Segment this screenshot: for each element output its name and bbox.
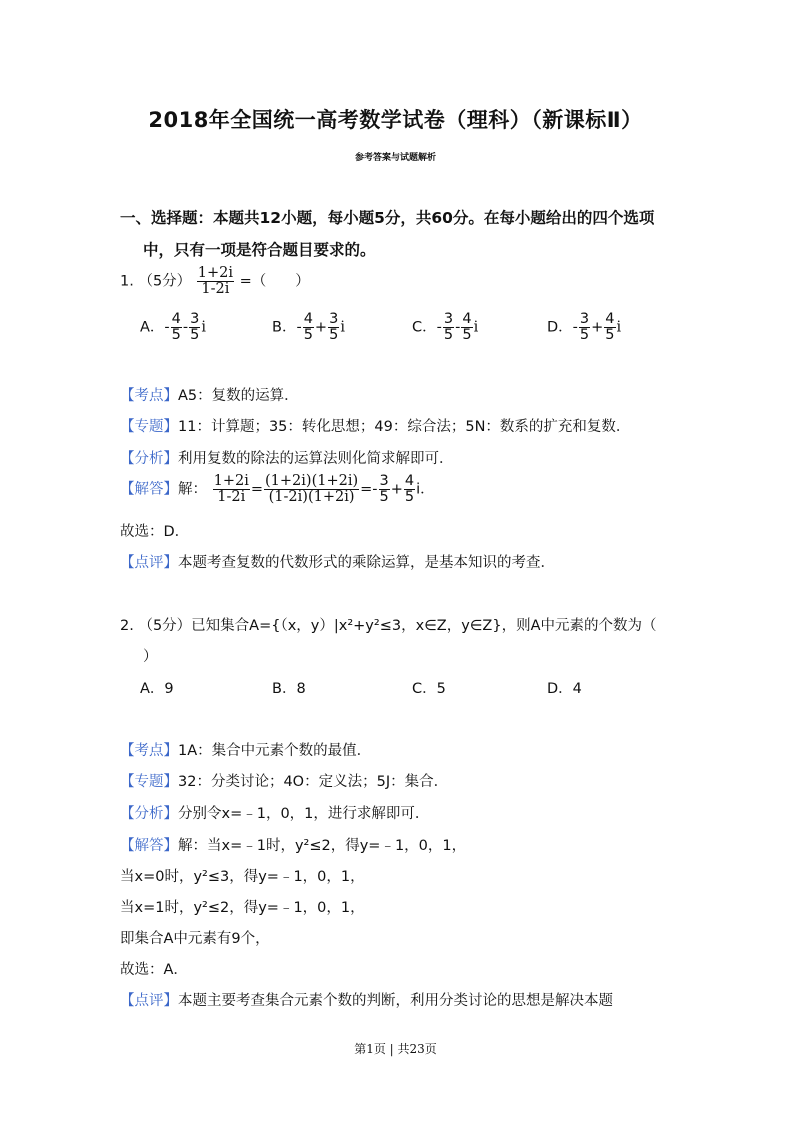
question-score: （5分） [138, 273, 192, 290]
q2-jieda: 【解答】解：当x=﹣1时，y²≤2，得y=﹣1，0，1， [120, 838, 467, 854]
q2-option-c: C．5 [412, 681, 446, 697]
q2-choice: 故选：A． [120, 962, 188, 978]
q2-option-a: A．9 [140, 681, 174, 697]
question-fraction: $\frac{1+2i}{1-2i}$ [197, 265, 234, 298]
q1-dianping: 【点评】本题考查复数的代数形式的乘除运算，是基本知识的考查． [120, 555, 555, 571]
option-b: B．- $\frac{4}{5}$ + $\frac{3}{5}$ i [272, 311, 345, 344]
q2-line-c: 即集合A中元素有9个， [120, 931, 270, 947]
q1-zhuanti: 【专题】11：计算题；35：转化思想；49：综合法；5N：数系的扩充和复数． [120, 419, 631, 435]
q2-option-d: D．4 [547, 681, 582, 697]
page-subtitle: 参考答案与试题解析 [354, 153, 436, 163]
q2-zhuanti: 【专题】32：分类讨论；4O：定义法；5J：集合． [120, 774, 449, 790]
option-c: C．- $\frac{3}{5}$ - $\frac{4}{5}$ i [412, 311, 479, 344]
q1-kaodian: 【考点】A5：复数的运算． [120, 388, 299, 404]
page-footer: 第1页 | 共23页 [354, 1042, 437, 1056]
q2-option-b: B．8 [272, 681, 306, 697]
q2-dianping: 【点评】本题主要考查集合元素个数的判断，利用分类讨论的思想是解决本题 [120, 993, 613, 1009]
page-title: 2018年全国统一高考数学试卷（理科）（新课标Ⅱ） [148, 108, 643, 132]
q1-fenxi: 【分析】利用复数的除法的运算法则化简求解即可． [120, 451, 454, 467]
q1-jieda: 【解答】解： $\frac{1+2i}{1-2i}$ = $\frac{(1+2i)(1+2i)}{(1-2i)(1+2i)}$ =- $\frac{3}{5}$ + $\frac{4}{5}$ i． [120, 473, 435, 506]
question-2-cont: ） [143, 649, 158, 665]
option-a: A．- $\frac{4}{5}$ - $\frac{3}{5}$ i [140, 311, 206, 344]
question-2: 2. （5分）已知集合A={（x，y）|x²+y²≤3，x∈Z，y∈Z}，则A中元素的个数为（ [120, 618, 657, 634]
section-heading-line1: 一、选择题：本题共12小题，每小题5分，共60分。在每小题给出的四个选项 [120, 209, 655, 227]
section-heading-line2: 中，只有一项是符合题目要求的。 [143, 241, 376, 259]
question-1 [120, 266, 310, 297]
q1-choice: 故选：D． [120, 524, 190, 540]
q2-line-b: 当x=1时，y²≤2，得y=﹣1，0，1， [120, 900, 365, 916]
q2-line-a: 当x=0时，y²≤3，得y=﹣1，0，1， [120, 869, 365, 885]
q2-kaodian: 【考点】1A：集合中元素个数的最值． [120, 743, 372, 759]
q2-fenxi: 【分析】分别令x=﹣1，0，1，进行求解即可． [120, 806, 430, 822]
question-paren: =（ ） [239, 273, 310, 290]
option-d: D．- $\frac{3}{5}$ + $\frac{4}{5}$ i [547, 311, 622, 344]
question-number: 1. [120, 273, 134, 290]
